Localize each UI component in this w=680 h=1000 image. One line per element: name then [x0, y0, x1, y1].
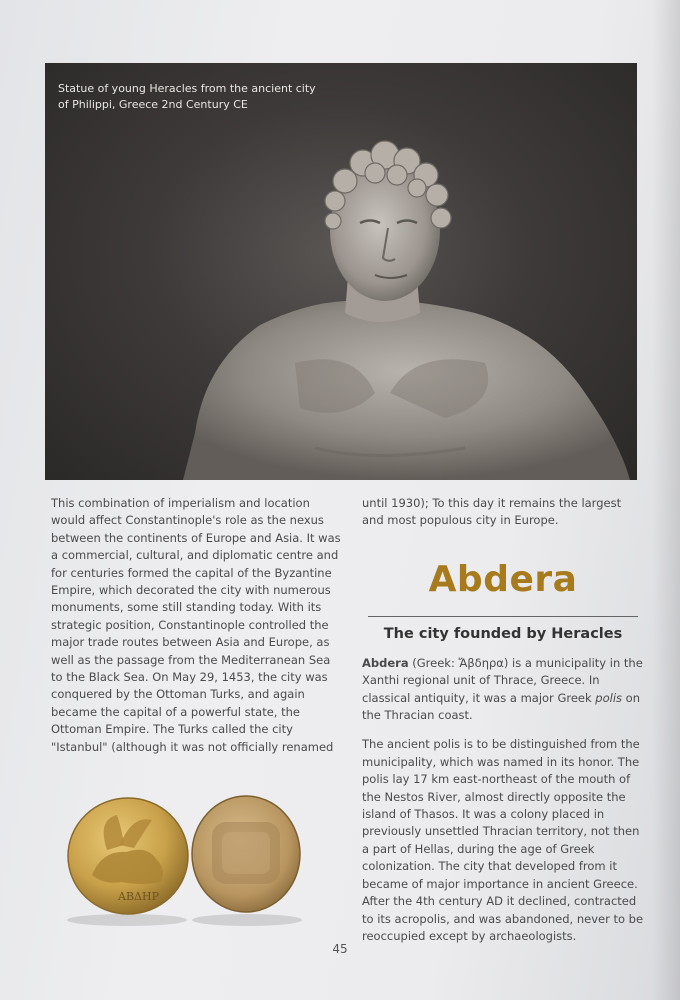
intro-text-b: on the Thracian coast.	[362, 690, 640, 723]
continuation-text: until 1930); To this day it remains the largest and most populous city in Europe.	[362, 496, 622, 528]
coins-illustration	[62, 790, 322, 930]
intro-text-a: (Greek: Ἄβδηρα) is a municipality in the Xanthi regional unit of Thrace, Greece. In classical antiquity, it was a major Greek	[362, 655, 643, 705]
page-edge-shadow	[652, 0, 680, 1000]
left-column-text: This combination of imperialism and location would affect Constantinople's role as the nexus between the continents of Europe and Asia. It was a commercial, cultural, and diplomatic centre and for centuries formed the capital of the Byzantine Empire, which decorated the city with numerous monuments, some still standing today. With its strategic position, Constantinople controlled the major trade routes between Asia and Europe, as well as the passage from the Mediterranean Sea to the Black Sea. On May 29, 1453, the city was conquered by the Ottoman Turks, and again became the capital of a powerful state, the Ottoman Empire. The Turks called the city "Istanbul" (although it was not officially renamed	[51, 496, 341, 754]
section-title: Abdera	[428, 558, 578, 600]
intro-paragraph	[362, 655, 644, 725]
coin-legend: ΑΒΔΗΡ	[118, 890, 159, 903]
polis-italic: polis	[595, 690, 623, 705]
heracles-statue-photo	[45, 63, 637, 480]
photo-caption: Statue of young Heracles from the ancient city of Philippi, Greece 2nd Century CE	[58, 82, 316, 111]
left-column	[51, 495, 341, 756]
title-divider	[368, 616, 638, 617]
abdera-coins-photo	[62, 790, 322, 930]
history-paragraph: The ancient polis is to be distinguished from the municipality, which was named in its honor. The polis lay 17 km east-northeast of the mouth of the Nestos River, almost directly opposite the island of Thasos. It was a colony placed in previously unsettled Thracian territory, not then a part of Hellas, during the age of Greek colonization. The city that developed from it became of major importance in ancient Greece. After the 4th century AD it declined, contracted to its acropolis, and was abandoned, never to be reoccupied except by archaeologists.	[362, 737, 644, 943]
abdera-bold: Abdera	[362, 655, 409, 670]
right-column	[362, 495, 644, 945]
page-number: 45	[332, 942, 348, 956]
statue-illustration	[45, 63, 637, 480]
section-subtitle: The city founded by Heracles	[383, 625, 623, 642]
